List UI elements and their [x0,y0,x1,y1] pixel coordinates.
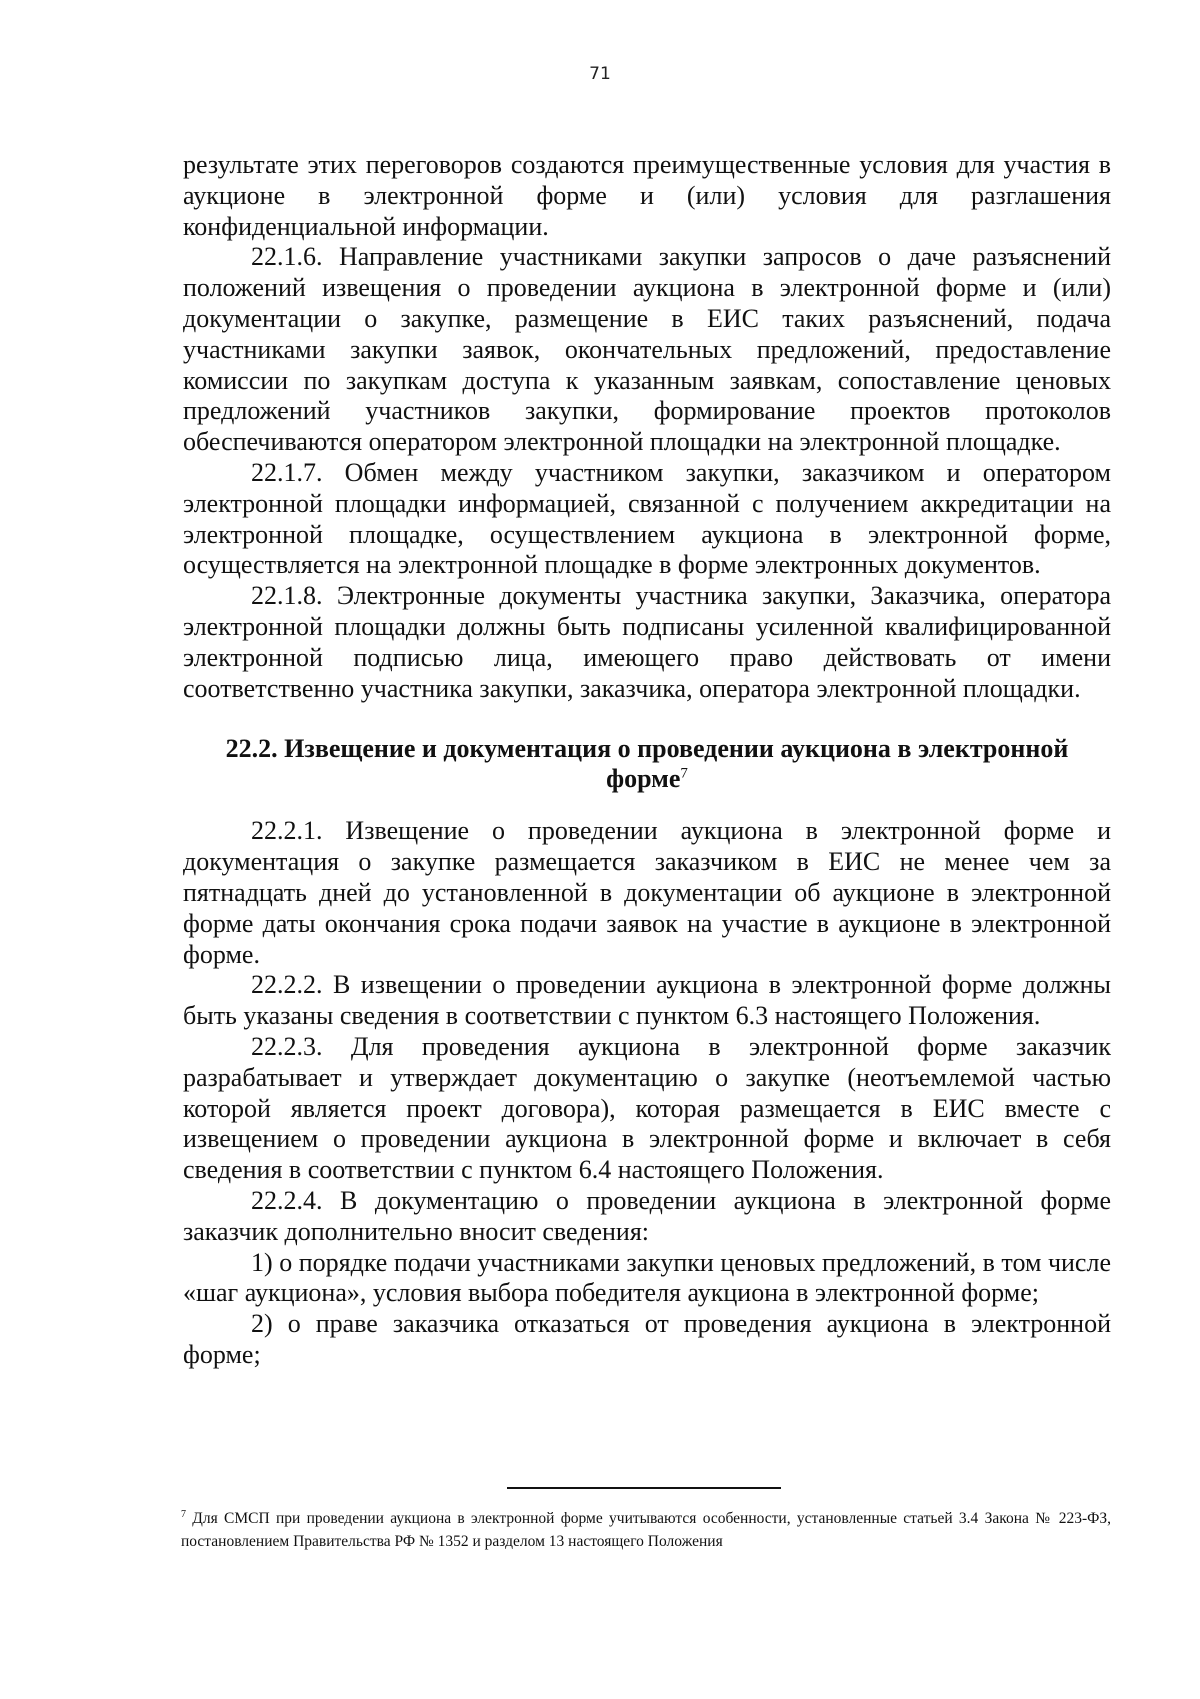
page-number: 71 [589,64,611,84]
paragraph-22-2-2: 22.2.2. В извещении о проведении аукциона в электронной форме должны быть указаны сведения в соответствии с пунктом 6.3 настоящего Положения. [183,970,1111,1031]
footnote-marker: 7 [181,1508,186,1520]
paragraph-continuation: результате этих переговоров создаются преимущественные условия для участия в аукционе в электронной форме и (или) условия для разглашения конфиденциальной информации. [183,150,1111,241]
list-item-2: 2) о праве заказчика отказаться от проведения аукциона в электронной форме; [183,1309,1111,1369]
paragraph-22-1-8: 22.1.8. Электронные документы участника закупки, Заказчика, оператора электронной площадки должны быть подписаны усиленной квалифицированной электронной подписью лица, имеющего право действовать от имени соответственно участника закупки, заказчика, оператора электронной площадки. [183,581,1111,703]
paragraph-22-2-4: 22.2.4. В документацию о проведении аукциона в электронной форме заказчик дополнительно вносит сведения: [183,1185,1111,1246]
footnote-divider [507,1487,781,1489]
footnote [181,1507,1111,1553]
paragraph-22-1-7: 22.1.7. Обмен между участником закупки, заказчиком и оператором электронной площадки информацией, связанной с получением аккредитации на электронной площадке, осуществлением аукциона в электронной форме, осуществляется на электронной площадке в форме электронных документов. [183,457,1111,580]
footnote-reference: 7 [680,765,688,782]
section-heading-22-2 [183,734,1111,794]
list-item-1: 1) о порядке подачи участниками закупки ценовых предложений, в том числе «шаг аукциона», условия выбора победителя аукциона в электронной форме; [183,1247,1111,1308]
body-text [183,150,1111,1371]
section-heading-text: 22.2. Извещение и документация о проведении аукциона в электронной форме [225,734,1069,794]
footnote-text: Для СМСП при проведении аукциона в электронной форме учитываются особенности, установленные статьей 3.4 Закона № 223-ФЗ, постановлением Правительства РФ № 1352 и разделом 13 настоящего Положения [181,1510,1111,1550]
paragraph-22-2-3: 22.2.3. Для проведения аукциона в электронной форме заказчик разрабатывает и утверждает документацию о закупке (неотъемлемой частью которой является проект договора), которая размещается в ЕИС вместе с извещением о проведении аукциона в электронной форме и включает в себя сведения в соответствии с пунктом 6.4 настоящего Положения. [183,1031,1111,1185]
paragraph-22-2-1: 22.2.1. Извещение о проведении аукциона в электронной форме и документация о закупке размещается заказчиком в ЕИС не менее чем за пятнадцать дней до установленной в документации об аукционе в электронной форме даты окончания срока подачи заявок на участие в аукционе в электронной форме. [183,816,1111,969]
paragraph-22-1-6: 22.1.6. Направление участниками закупки запросов о даче разъяснений положений извещения о проведении аукциона в электронной форме и (или) документации о закупке, размещение в ЕИС таких разъяснений, подача участниками закупки заявок, окончательных предложений, предоставление комиссии по закупкам доступа к указанным заявкам, сопоставление ценовых предложений участников закупки, формирование проектов протоколов обеспечиваются оператором электронной площадки на электронной площадке. [183,242,1111,457]
